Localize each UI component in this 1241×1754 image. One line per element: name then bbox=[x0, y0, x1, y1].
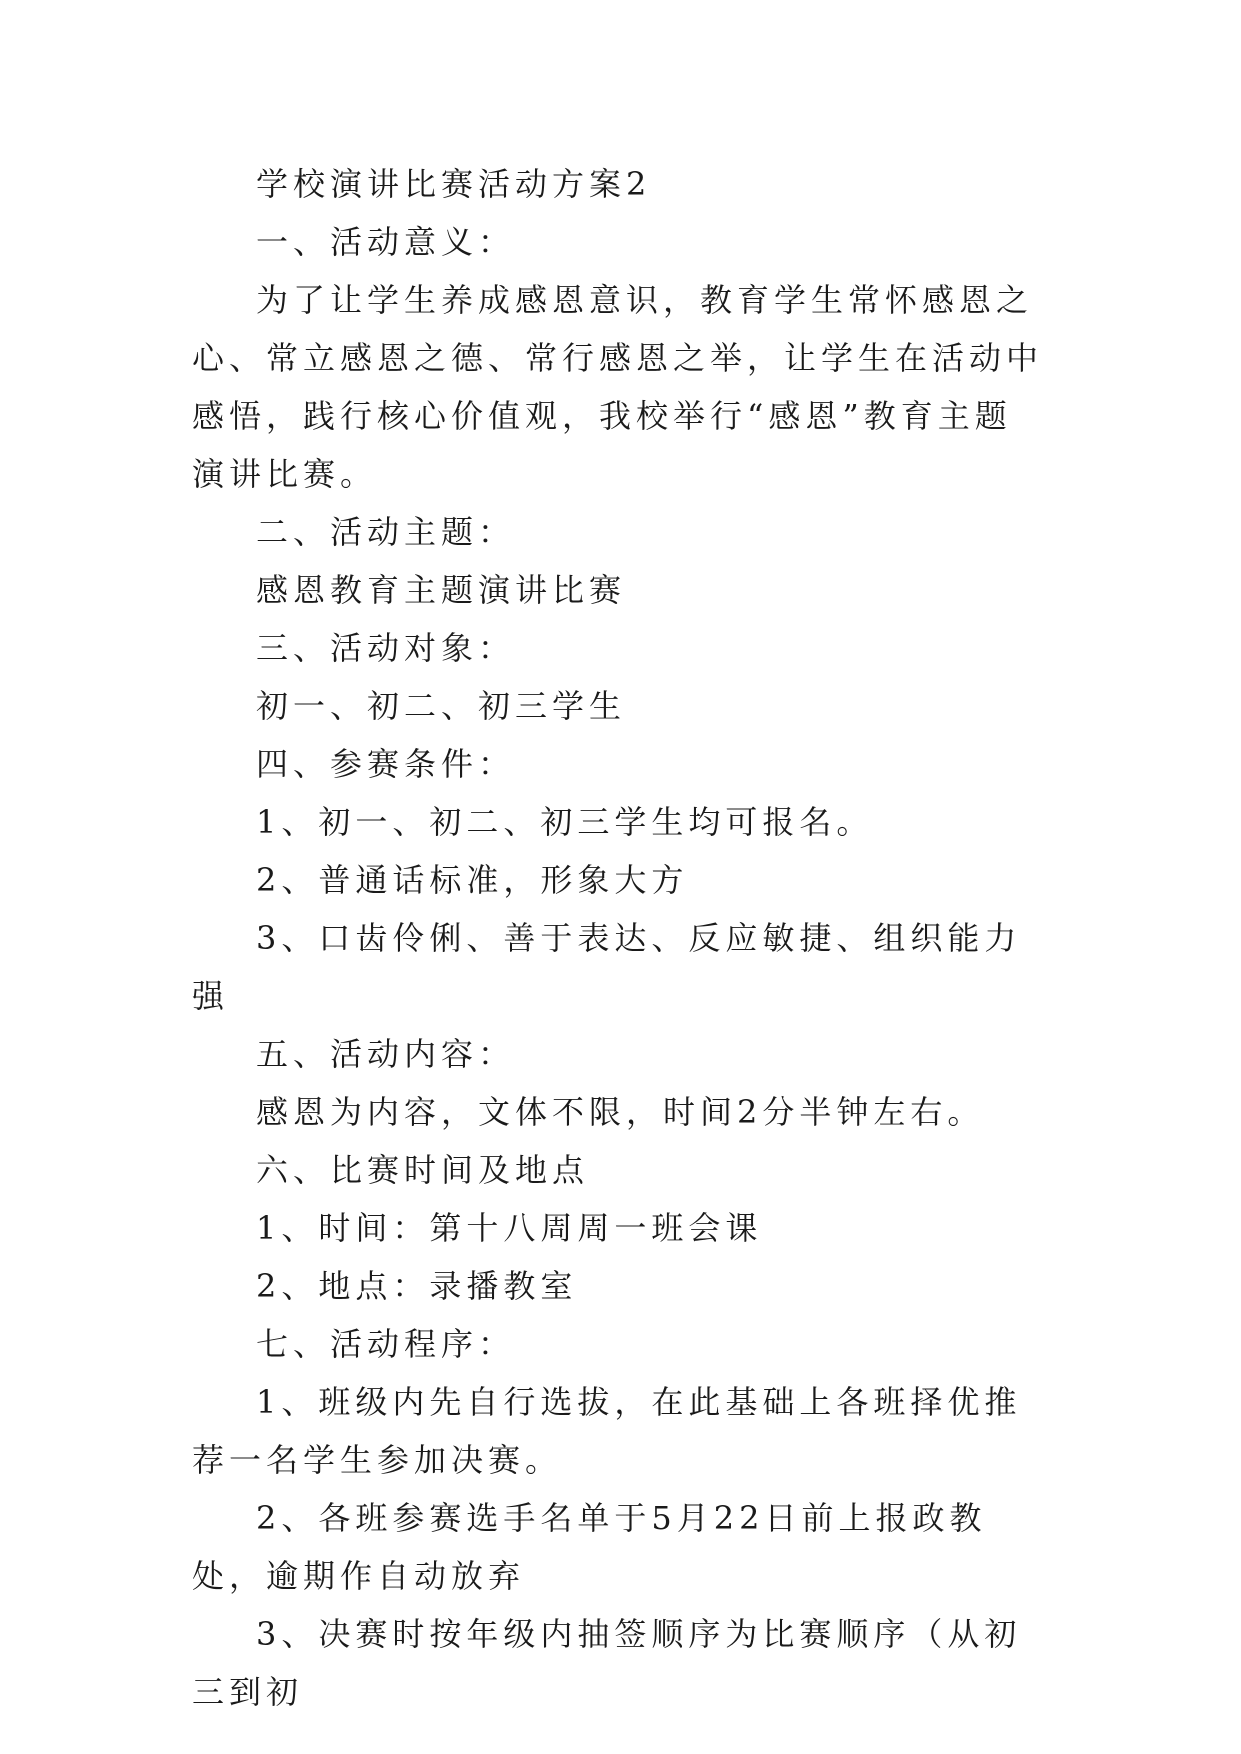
section-heading-5: 五、活动内容： bbox=[256, 1035, 516, 1073]
paragraph-content: 感恩为内容，文体不限，时间2分半钟左右。 bbox=[256, 1093, 985, 1131]
section-heading-1: 一、活动意义： bbox=[256, 223, 516, 261]
paragraph-theme: 感恩教育主题演讲比赛 bbox=[256, 571, 627, 609]
paragraph-purpose: 为了让学生养成感恩意识，教育学生常怀感恩之心、常立感恩之德、常行感恩之举，让学生在活动中感悟，践行核心价值观，我校举行“感恩”教育主题演讲比赛。 bbox=[192, 281, 1044, 493]
document-body bbox=[192, 155, 1046, 1721]
paragraph-participants: 初一、初二、初三学生 bbox=[256, 687, 627, 725]
section-heading-2: 二、活动主题： bbox=[256, 513, 516, 551]
list-item: 2、各班参赛选手名单于5月22日前上报政教处，逾期作自动放弃 bbox=[192, 1499, 987, 1595]
list-item: 1、时间：第十八周周一班会课 bbox=[256, 1209, 763, 1247]
section-heading-4: 四、参赛条件： bbox=[256, 745, 516, 783]
list-item: 2、普通话标准，形象大方 bbox=[256, 861, 689, 899]
section-heading-6: 六、比赛时间及地点 bbox=[256, 1151, 590, 1189]
list-item: 3、口齿伶俐、善于表达、反应敏捷、组织能力强 bbox=[192, 919, 1022, 1015]
list-item: 3、决赛时按年级内抽签顺序为比赛顺序（从初三到初 bbox=[192, 1615, 1022, 1711]
section-heading-3: 三、活动对象： bbox=[256, 629, 516, 667]
document-title: 学校演讲比赛活动方案2 bbox=[256, 165, 652, 203]
list-item: 1、初一、初二、初三学生均可报名。 bbox=[256, 803, 874, 841]
list-item: 2、地点：录播教室 bbox=[256, 1267, 578, 1305]
section-heading-7: 七、活动程序： bbox=[256, 1325, 516, 1363]
list-item: 1、班级内先自行选拔，在此基础上各班择优推荐一名学生参加决赛。 bbox=[192, 1383, 1022, 1479]
